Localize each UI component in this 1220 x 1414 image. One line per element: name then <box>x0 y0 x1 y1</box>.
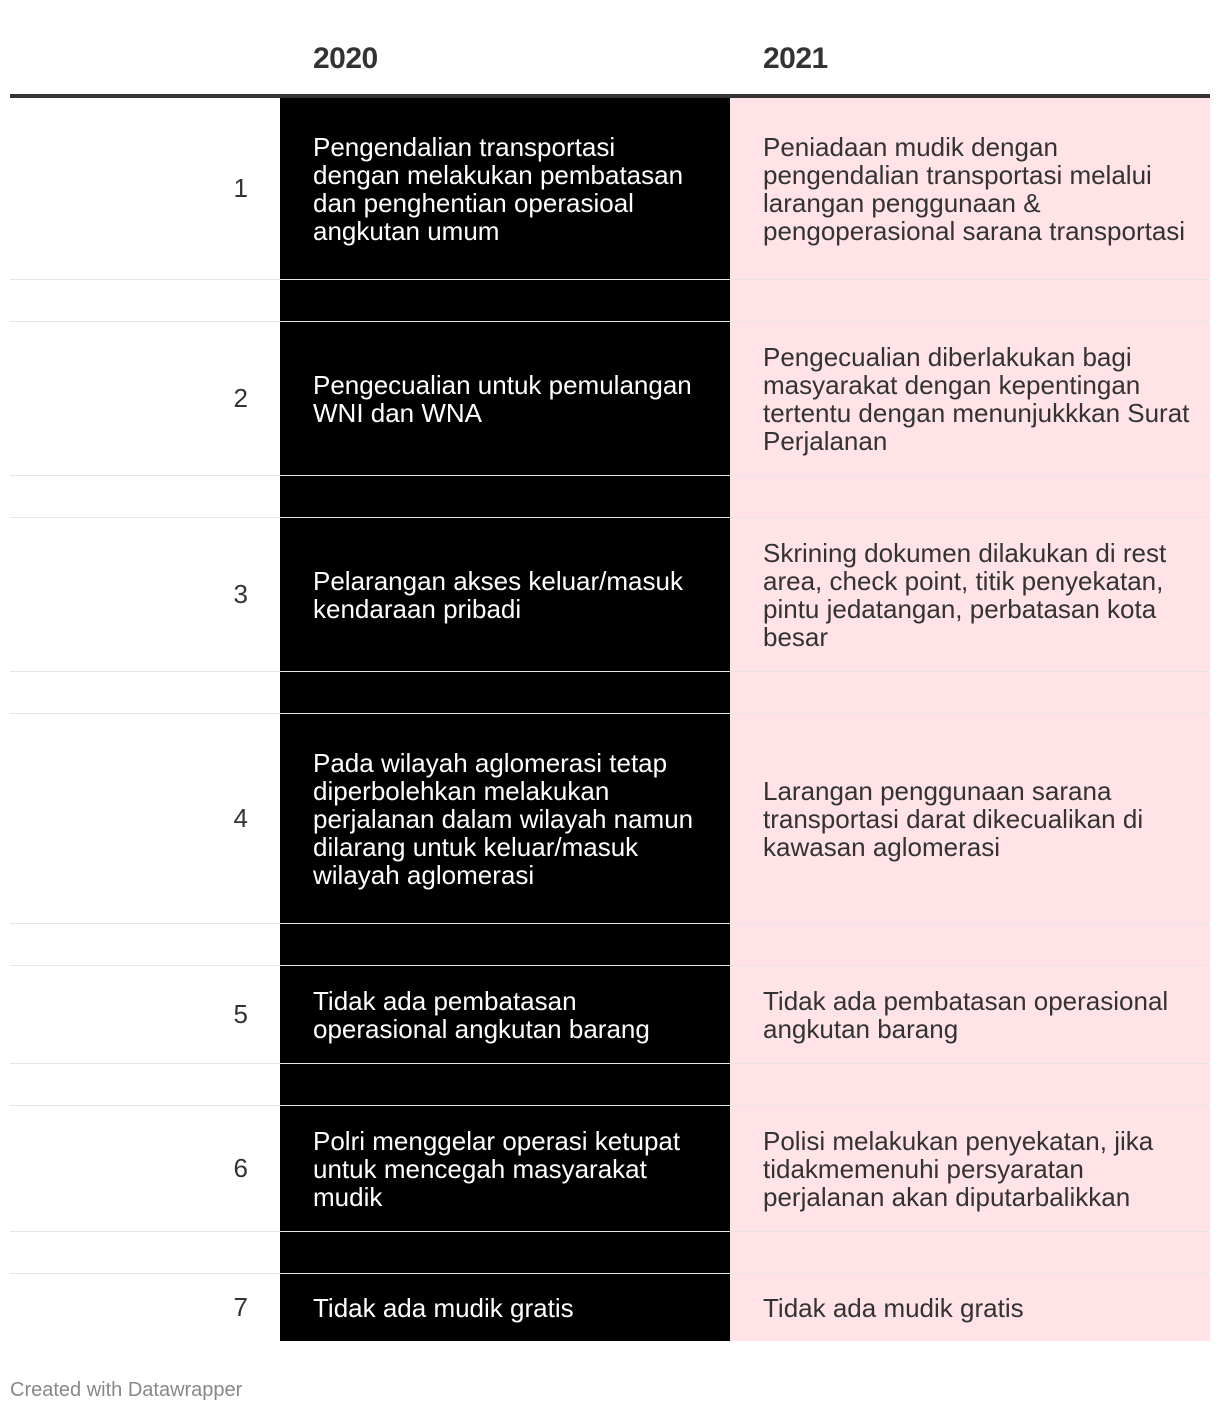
row-spacer <box>10 672 1210 714</box>
cell-2021: Tidak ada mudik gratis <box>763 1292 1024 1323</box>
table-row <box>10 714 1210 924</box>
row-number: 6 <box>233 1153 248 1183</box>
row-number: 4 <box>233 803 248 833</box>
row-number: 2 <box>233 383 248 413</box>
header-2021: 2021 <box>763 42 828 75</box>
cell-2021: Larangan penggunaan sarana transportasi darat dikecualikan di kawasan aglomerasi <box>763 775 1144 862</box>
row-spacer <box>10 1232 1210 1274</box>
cell-2021: Polisi melakukan penyekatan, jika tidakmemenuhi persyaratan perjalanan akan diputarbalikkan <box>763 1125 1154 1212</box>
cell-2020: Tidak ada pembatasan operasional angkutan barang <box>313 985 650 1044</box>
row-number: 5 <box>233 999 248 1029</box>
row-spacer <box>10 924 1210 966</box>
table-row <box>10 1106 1210 1232</box>
cell-2021: Skrining dokumen dilakukan di rest area, check point, titik penyekatan, pintu jedatangan, perbatasan kota besar <box>763 537 1167 652</box>
row-number: 1 <box>233 173 248 203</box>
comparison-table <box>10 0 1210 1341</box>
cell-2021: Tidak ada pembatasan operasional angkutan barang <box>763 985 1169 1044</box>
table-row <box>10 1274 1210 1341</box>
datawrapper-credit: Created with Datawrapper <box>10 1379 243 1401</box>
cell-2021: Peniadaan mudik dengan pengendalian transportasi melalui larangan penggunaan & pengoperasional sarana transportasi <box>763 131 1186 246</box>
cell-2020: Polri menggelar operasi ketupat untuk mencegah masyarakat mudik <box>313 1125 681 1212</box>
row-number: 7 <box>233 1292 248 1322</box>
header-2020: 2020 <box>313 42 378 75</box>
table-body <box>10 98 1210 1341</box>
cell-2020: Tidak ada mudik gratis <box>313 1292 574 1323</box>
row-spacer <box>10 280 1210 322</box>
table-row <box>10 966 1210 1064</box>
cell-2020: Pelarangan akses keluar/masuk kendaraan pribadi <box>313 565 683 624</box>
cell-2020: Pengendalian transportasi dengan melakukan pembatasan dan penghentian operasioal angkutan umum <box>313 131 684 246</box>
row-spacer <box>10 476 1210 518</box>
cell-2020: Pengecualian untuk pemulangan WNI dan WNA <box>313 369 692 428</box>
row-spacer <box>10 1064 1210 1106</box>
table-row <box>10 518 1210 672</box>
cell-2021: Pengecualian diberlakukan bagi masyarakat dengan kepentingan tertentu dengan menunjukkkan Surat Perjalanan <box>763 341 1190 456</box>
table-header <box>10 0 1210 98</box>
table-row <box>10 98 1210 280</box>
table-row <box>10 322 1210 476</box>
cell-2020: Pada wilayah aglomerasi tetap diperbolehkan melakukan perjalanan dalam wilayah namun dilarang untuk keluar/masuk wilayah aglomerasi <box>313 747 694 890</box>
row-number: 3 <box>233 579 248 609</box>
